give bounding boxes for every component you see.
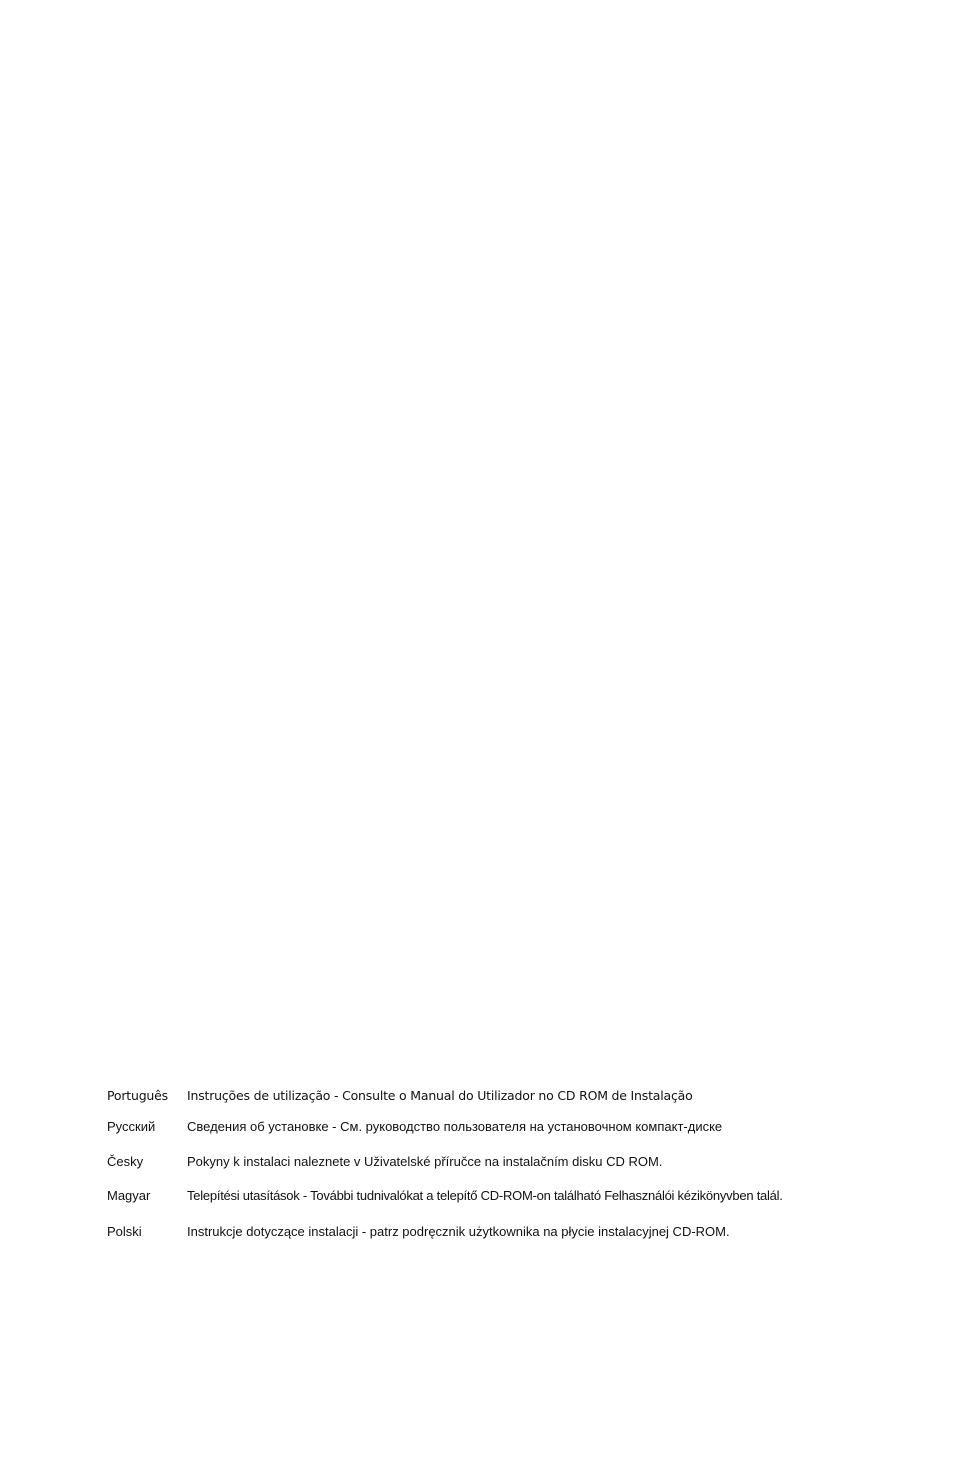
instruction-text: Instrukcje dotyczące instalacji - patrz podręcznik użytkownika na płycie instalacyjnej CD-ROM.	[187, 1224, 730, 1239]
language-label: Polski	[107, 1224, 142, 1239]
language-label: Português	[107, 1088, 168, 1103]
language-label: Česky	[107, 1154, 144, 1169]
language-label: Русский	[107, 1119, 156, 1134]
instruction-text: Pokyny k instalaci naleznete v Uživatelské příručce na instalačním disku CD ROM.	[187, 1154, 663, 1169]
instruction-text: Сведения об установке - См. руководство пользователя на установочном компакт-диске	[187, 1119, 723, 1134]
instruction-text: Instruções de utilização - Consulte o Manual do Utilizador no CD ROM de Instalação	[187, 1088, 693, 1103]
language-label: Magyar	[107, 1188, 151, 1203]
instruction-text: Telepítési utasítások - További tudnivalókat a telepítő CD-ROM-on található Felhasználói kézikönyvben talál.	[187, 1188, 783, 1203]
